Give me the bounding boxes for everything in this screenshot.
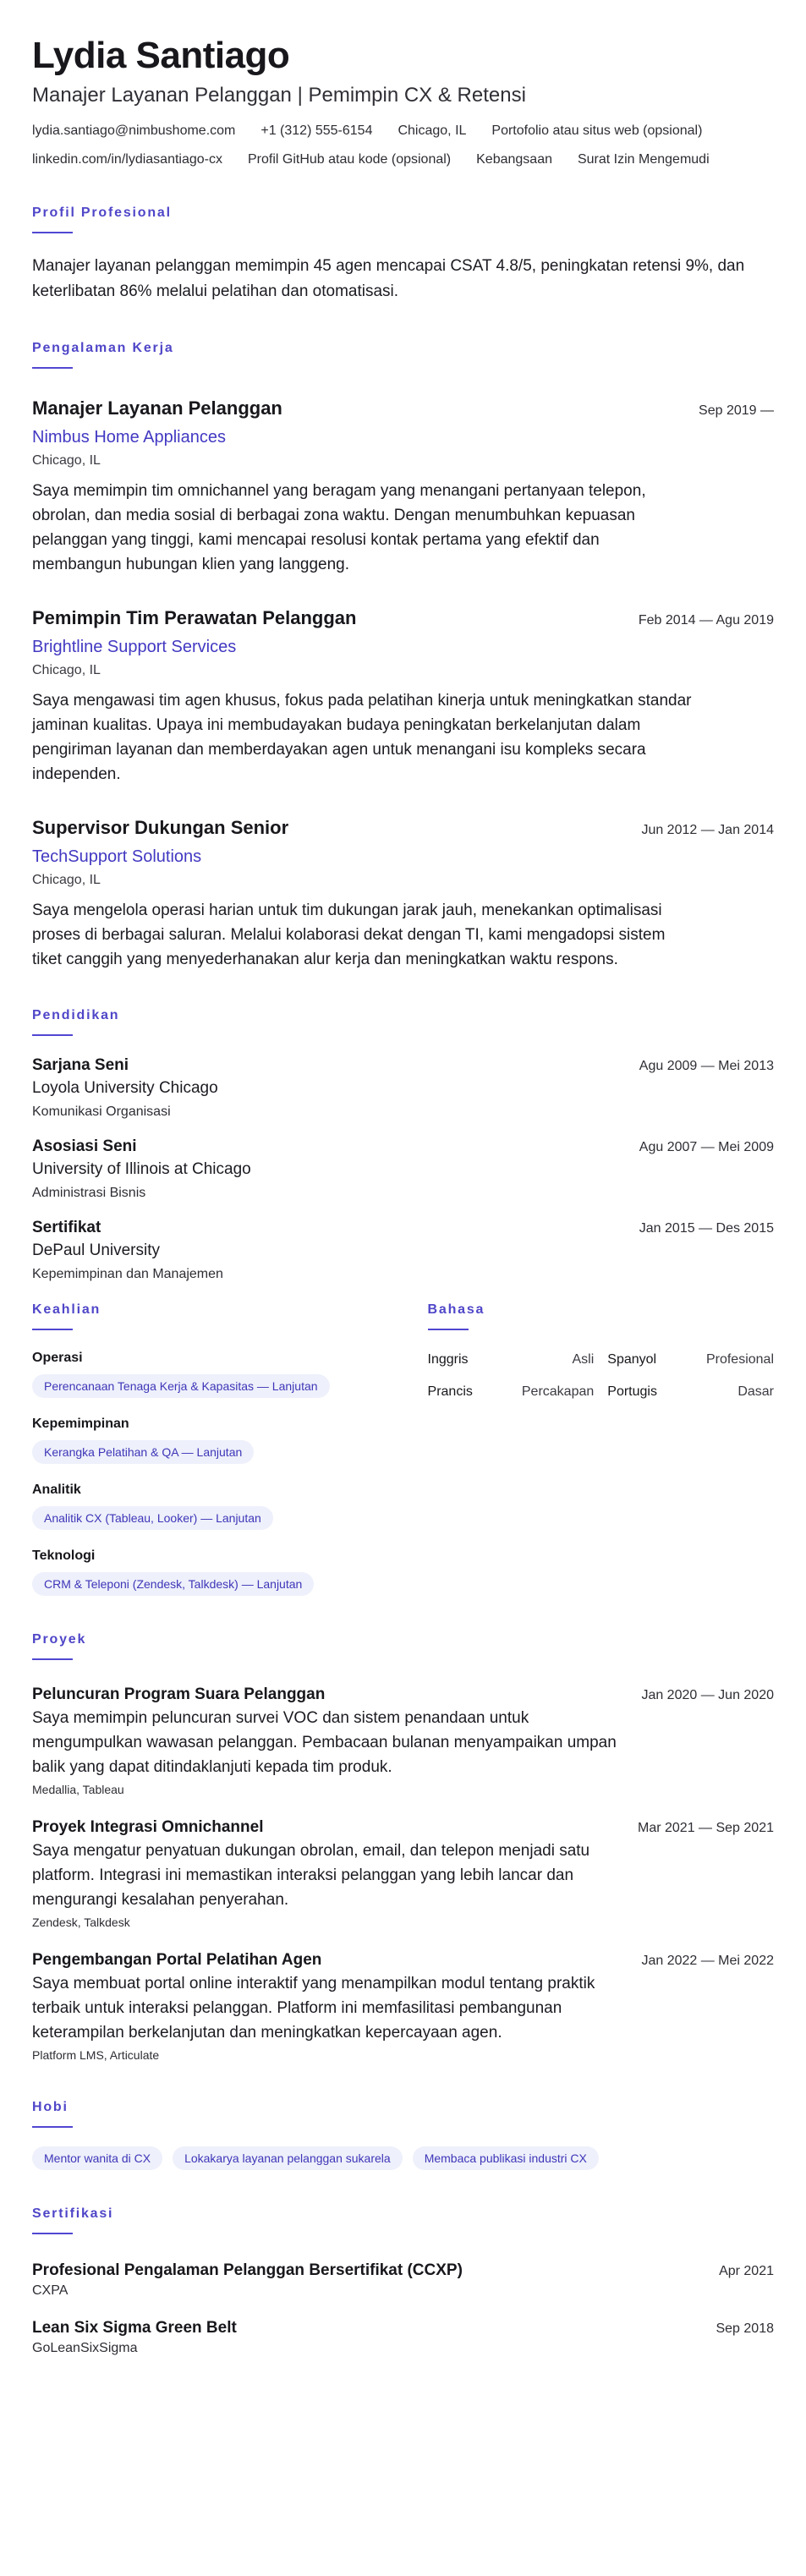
edu-degree: Sertifikat	[32, 1219, 101, 1236]
edu-field: Administrasi Bisnis	[32, 1186, 146, 1200]
education-item	[32, 1136, 774, 1203]
cert-name: Profesional Pengalaman Pelanggan Bersertifikat (CCXP)	[32, 2261, 463, 2279]
job-description: Saya mengawasi tim agen khusus, fokus pada pelatihan kinerja untuk meningkatkan standar jaminan kualitas. Upaya ini membudayakan budaya peningkatan berkelanjutan dalam pengiriman layanan dan memberdayakan agen untuk menangani isu kompleks secara independen.	[32, 692, 692, 783]
project-description: Saya memimpin peluncuran survei VOC dan sistem penandaan untuk mengumpulkan wawasan pelanggan. Pembacaan bulanan menyampaikan umpan balik yang dapat ditindaklanjuti kepada tim produk.	[32, 1709, 617, 1776]
skills-section	[32, 1302, 413, 1596]
hobby-list	[32, 2146, 774, 2170]
skill-group-name: Analitik	[32, 1483, 81, 1497]
section-divider	[32, 1034, 73, 1036]
language-name: Spanyol	[607, 1352, 657, 1367]
skill-group	[32, 1481, 413, 1530]
language-level: Percakapan	[521, 1384, 595, 1399]
section-title-languages: Bahasa	[427, 1302, 485, 1317]
edu-degree: Sarjana Seni	[32, 1056, 129, 1074]
job-company: Brightline Support Services	[32, 638, 237, 656]
cert-name: Lean Six Sigma Green Belt	[32, 2319, 237, 2337]
project-tools: Platform LMS, Articulate	[32, 2048, 160, 2062]
cert-date: Sep 2018	[716, 2321, 774, 2336]
experience-section	[32, 340, 774, 972]
contact-driving-license: Surat Izin Mengemudi	[577, 152, 710, 167]
job-dates: Sep 2019 —	[699, 403, 774, 418]
education-item	[32, 1055, 774, 1122]
project-item	[32, 1684, 774, 1798]
section-divider	[32, 1658, 73, 1660]
section-divider	[32, 2233, 73, 2234]
project-dates: Jan 2022 — Mei 2022	[641, 1954, 774, 1968]
job-dates: Jun 2012 — Jan 2014	[641, 823, 774, 837]
project-title: Pengembangan Portal Pelatihan Agen	[32, 1951, 322, 1969]
edu-degree: Asosiasi Seni	[32, 1137, 137, 1155]
section-divider	[32, 1329, 73, 1330]
cert-date: Apr 2021	[719, 2264, 774, 2278]
skill-tag: Kerangka Pelatihan & QA — Lanjutan	[32, 1440, 254, 1464]
section-title-hobbies: Hobi	[32, 2100, 69, 2114]
language-level: Asli	[572, 1352, 595, 1367]
job-title: Supervisor Dukungan Senior	[32, 817, 289, 838]
contact-nationality: Kebangsaan	[476, 152, 552, 167]
contact-location: Chicago, IL	[398, 123, 467, 138]
edu-school: Loyola University Chicago	[32, 1079, 218, 1097]
experience-item	[32, 606, 774, 787]
cert-issuer: CXPA	[32, 2283, 69, 2298]
contact-email[interactable]: lydia.santiago@nimbushome.com	[32, 123, 236, 138]
hobbies-section	[32, 2099, 774, 2170]
skill-tag: Analitik CX (Tableau, Looker) — Lanjutan	[32, 1506, 273, 1530]
edu-field: Komunikasi Organisasi	[32, 1104, 171, 1119]
certification-item	[32, 2260, 774, 2300]
hobby-tag: Mentor wanita di CX	[32, 2146, 162, 2170]
job-title: Manajer Layanan Pelanggan	[32, 397, 282, 419]
skill-tag: CRM & Teleponi (Zendesk, Talkdesk) — Lanjutan	[32, 1572, 314, 1596]
skill-group	[32, 1415, 413, 1464]
certification-item	[32, 2317, 774, 2358]
profile-section	[32, 205, 774, 304]
skill-tag: Perencanaan Tenaga Kerja & Kapasitas — Lanjutan	[32, 1374, 330, 1398]
language-name: Prancis	[427, 1384, 473, 1399]
job-company: Nimbus Home Appliances	[32, 428, 226, 447]
project-tools: Medallia, Tableau	[32, 1783, 124, 1796]
language-item	[607, 1351, 774, 1369]
contact-linkedin[interactable]: linkedin.com/in/lydiasantiago-cx	[32, 152, 222, 167]
edu-field: Kepemimpinan dan Manajemen	[32, 1267, 223, 1281]
language-item	[428, 1351, 595, 1369]
job-location: Chicago, IL	[32, 453, 101, 468]
project-dates: Jan 2020 — Jun 2020	[641, 1688, 774, 1702]
edu-dates: Agu 2007 — Mei 2009	[639, 1140, 774, 1154]
section-title-skills: Keahlian	[32, 1302, 101, 1317]
candidate-name: Lydia Santiago	[32, 35, 290, 76]
experience-item	[32, 396, 774, 577]
certifications-section	[32, 2206, 774, 2358]
languages-section	[428, 1302, 774, 1596]
language-item	[607, 1383, 774, 1401]
cert-issuer: GoLeanSixSigma	[32, 2341, 138, 2355]
skill-group-name: Operasi	[32, 1351, 83, 1365]
job-title: Pemimpin Tim Perawatan Pelanggan	[32, 607, 357, 628]
profile-summary: Manajer layanan pelanggan memimpin 45 agen mencapai CSAT 4.8/5, peningkatan retensi 9%, dan keterlibatan 86% melalui pelatihan dan otomatisasi.	[32, 257, 745, 300]
section-divider	[32, 367, 73, 369]
contact-portfolio[interactable]: Portofolio atau situs web (opsional)	[491, 123, 703, 138]
language-name: Inggris	[427, 1352, 469, 1367]
edu-dates: Agu 2009 — Mei 2013	[639, 1059, 774, 1073]
job-company: TechSupport Solutions	[32, 847, 202, 866]
edu-school: DePaul University	[32, 1241, 160, 1259]
project-title: Peluncuran Program Suara Pelanggan	[32, 1685, 326, 1703]
experience-item	[32, 815, 774, 972]
section-title-certifications: Sertifikasi	[32, 2206, 114, 2221]
section-divider	[428, 1329, 469, 1330]
edu-school: University of Illinois at Chicago	[32, 1160, 251, 1178]
section-title-profile: Profil Profesional	[32, 206, 172, 220]
skills-languages-row	[32, 1302, 774, 1596]
project-dates: Mar 2021 — Sep 2021	[638, 1821, 774, 1835]
contact-github[interactable]: Profil GitHub atau kode (opsional)	[248, 152, 452, 167]
skill-group	[32, 1547, 413, 1596]
job-dates: Feb 2014 — Agu 2019	[638, 613, 774, 628]
section-divider	[32, 2126, 73, 2128]
project-description: Saya membuat portal online interaktif yang menampilkan modul tentang praktik terbaik untuk interaksi pelanggan. Platform ini memfasilitasi pembangunan keterampilan berkelanjutan dan meningkatkan kepercayaan agen.	[32, 1975, 595, 2042]
section-divider	[32, 232, 73, 233]
project-item	[32, 1949, 774, 2064]
section-title-experience: Pengalaman Kerja	[32, 341, 174, 355]
hobby-tag: Membaca publikasi industri CX	[413, 2146, 599, 2170]
section-title-education: Pendidikan	[32, 1008, 120, 1022]
job-location: Chicago, IL	[32, 663, 101, 677]
job-location: Chicago, IL	[32, 873, 101, 887]
education-section	[32, 1007, 774, 1285]
project-title: Proyek Integrasi Omnichannel	[32, 1818, 264, 1836]
project-description: Saya mengatur penyatuan dukungan obrolan, email, dan telepon menjadi satu platform. Integrasi ini memastikan interaksi pelanggan yang lebih lancar dan mengurangi kesalahan penyerahan.	[32, 1842, 590, 1909]
resume-header	[32, 34, 774, 169]
skill-group	[32, 1349, 413, 1398]
language-level: Profesional	[705, 1352, 774, 1367]
job-description: Saya memimpin tim omnichannel yang beragam yang menangani pertanyaan telepon, obrolan, dan media sosial di berbagai zona waktu. Dengan menumbuhkan kepuasan pelanggan yang tinggi, kami mencapai resolusi kontak pertama yang efektif dan membangun hubungan klien yang langgeng.	[32, 482, 646, 573]
project-tools: Zendesk, Talkdesk	[32, 1916, 130, 1929]
job-description: Saya mengelola operasi harian untuk tim dukungan jarak jauh, menekankan optimalisasi proses di berbagai saluran. Melalui kolaborasi dekat dengan TI, kami mengadopsi sistem tiket canggih yang menyederhanakan alur kerja dan meningkatkan waktu respons.	[32, 902, 666, 968]
contact-phone[interactable]: +1 (312) 555-6154	[260, 123, 373, 138]
contact-list	[32, 122, 774, 169]
language-item	[428, 1383, 595, 1401]
language-name: Portugis	[607, 1384, 657, 1399]
hobby-tag: Lokakarya layanan pelanggan sukarela	[173, 2146, 403, 2170]
section-title-projects: Proyek	[32, 1632, 87, 1647]
skill-group-name: Teknologi	[32, 1548, 96, 1563]
language-level: Dasar	[737, 1384, 774, 1399]
projects-section	[32, 1631, 774, 2064]
project-item	[32, 1817, 774, 1931]
candidate-headline: Manajer Layanan Pelanggan | Pemimpin CX & Retensi	[32, 84, 526, 107]
skill-group-name: Kepemimpinan	[32, 1417, 129, 1431]
education-item	[32, 1217, 774, 1285]
edu-dates: Jan 2015 — Des 2015	[639, 1221, 774, 1236]
